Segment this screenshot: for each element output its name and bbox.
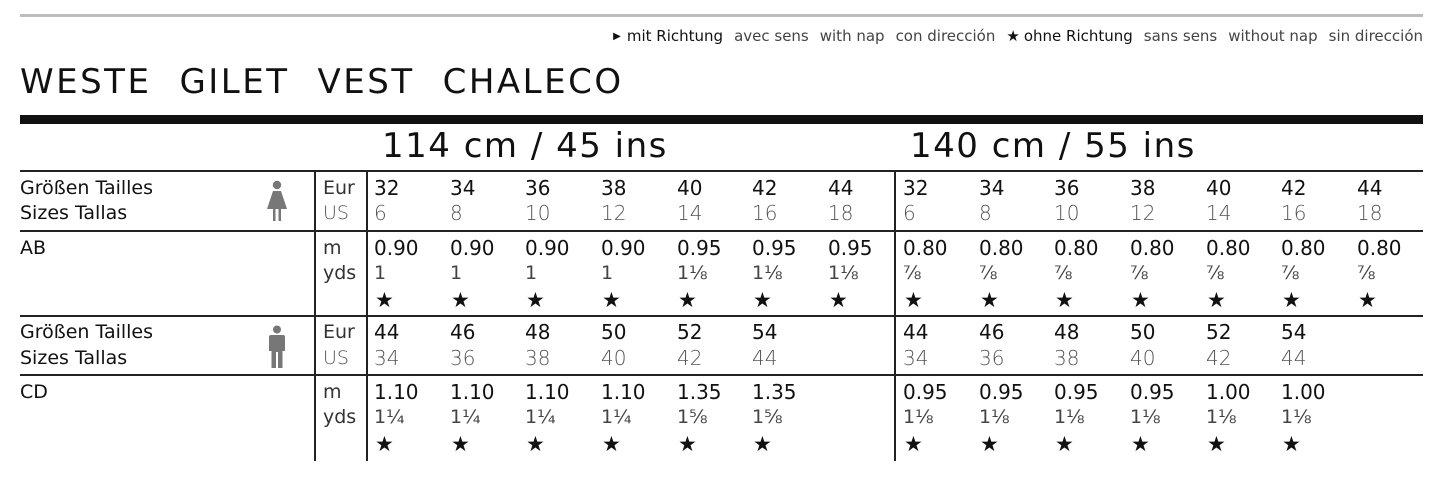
- without-nap-star-icon: ★: [678, 432, 697, 456]
- without-nap-star-icon: ★: [1055, 432, 1074, 456]
- table-rule: [20, 315, 1423, 317]
- yards-cell: 1¼: [525, 406, 556, 428]
- yards-cell: ⅞: [1281, 262, 1300, 284]
- meters-cell: 0.95: [752, 236, 797, 260]
- column-divider: [366, 170, 368, 461]
- yards-cell: ⅞: [1054, 262, 1073, 284]
- meters-cell: 0.95: [903, 380, 948, 404]
- meters-cell: 1.10: [374, 380, 419, 404]
- us-size-cell: 12: [1130, 201, 1156, 225]
- meters-cell: 0.95: [677, 236, 722, 260]
- eur-size-cell: 38: [1130, 176, 1156, 200]
- legend-without-nap-de: ohne Richtung: [1023, 27, 1133, 45]
- title-en: VEST: [317, 62, 415, 102]
- us-size-cell: 40: [601, 346, 627, 370]
- without-nap-star-icon: ★: [1207, 432, 1226, 456]
- column-divider: [894, 170, 896, 461]
- meters-cell: 0.95: [979, 380, 1024, 404]
- eur-size-cell: 48: [525, 320, 551, 344]
- us-size-cell: 36: [979, 346, 1005, 370]
- yards-cell: 1⅝: [752, 406, 783, 428]
- eur-size-cell: 36: [525, 176, 551, 200]
- us-size-cell: 6: [903, 201, 916, 225]
- view-label: CD: [20, 381, 48, 403]
- fabric-width-114: 114 cm / 45 ins: [382, 126, 668, 166]
- man-figure-icon: [267, 325, 287, 369]
- without-nap-star-icon: ★: [602, 432, 621, 456]
- meters-cell: 1.35: [677, 380, 722, 404]
- meters-unit-label: m: [323, 381, 342, 403]
- without-nap-star-icon: ★: [526, 288, 545, 312]
- without-nap-star-icon: ★: [753, 432, 772, 456]
- meters-cell: 0.80: [1054, 236, 1099, 260]
- legend-with-nap-fr: avec sens: [734, 27, 809, 45]
- legend-with-nap-en: with nap: [819, 27, 885, 45]
- yards-cell: 1: [374, 262, 387, 284]
- us-size-cell: 10: [525, 201, 551, 225]
- legend-without-nap-es: sin dirección: [1328, 27, 1423, 45]
- us-size-cell: 44: [752, 346, 778, 370]
- us-size-cell: 18: [1357, 201, 1383, 225]
- eur-size-cell: 40: [677, 176, 703, 200]
- page-title: [20, 62, 652, 102]
- us-size-cell: 42: [677, 346, 703, 370]
- yards-cell: 1⅛: [828, 262, 859, 284]
- woman-figure-icon: [266, 180, 288, 222]
- us-size-cell: 12: [601, 201, 627, 225]
- eur-size-cell: 46: [979, 320, 1005, 344]
- title-fr: GILET: [179, 62, 290, 102]
- without-nap-star-icon: ★: [375, 432, 394, 456]
- fabric-width-140: 140 cm / 55 ins: [910, 126, 1196, 166]
- us-size-cell: 38: [525, 346, 551, 370]
- eur-size-cell: 38: [601, 176, 627, 200]
- us-size-cell: 14: [677, 201, 703, 225]
- without-nap-star-icon: ★: [678, 288, 697, 312]
- us-unit-label: US: [323, 202, 349, 224]
- yards-cell: ⅞: [979, 262, 998, 284]
- us-unit-label: US: [323, 347, 349, 369]
- yards-cell: 1⅛: [752, 262, 783, 284]
- yards-cell: 1¼: [450, 406, 481, 428]
- nap-legend: [613, 25, 1423, 47]
- meters-cell: 1.35: [752, 380, 797, 404]
- meters-cell: 0.95: [1130, 380, 1175, 404]
- us-size-cell: 44: [1281, 346, 1307, 370]
- meters-cell: 0.90: [374, 236, 419, 260]
- meters-cell: 1.10: [450, 380, 495, 404]
- eur-unit-label: Eur: [323, 177, 355, 199]
- eur-size-cell: 32: [903, 176, 929, 200]
- yards-cell: 1⅛: [1130, 406, 1161, 428]
- us-size-cell: 36: [450, 346, 476, 370]
- eur-size-cell: 42: [1281, 176, 1307, 200]
- meters-cell: 0.95: [828, 236, 873, 260]
- yards-cell: 1: [450, 262, 463, 284]
- without-nap-star-icon: ★: [829, 288, 848, 312]
- without-nap-star-icon: ★: [1282, 432, 1301, 456]
- table-rule: [20, 230, 1423, 232]
- yards-cell: 1⅝: [677, 406, 708, 428]
- without-nap-star-icon: ★: [451, 288, 470, 312]
- without-nap-star-icon: ★: [451, 432, 470, 456]
- without-nap-star-icon: ★: [602, 288, 621, 312]
- us-size-cell: 16: [752, 201, 778, 225]
- meters-cell: 0.90: [450, 236, 495, 260]
- eur-size-cell: 32: [374, 176, 400, 200]
- meters-cell: 1.00: [1281, 380, 1326, 404]
- yards-cell: 1⅛: [677, 262, 708, 284]
- eur-size-cell: 44: [903, 320, 929, 344]
- eur-size-cell: 50: [1130, 320, 1156, 344]
- eur-size-cell: 42: [752, 176, 778, 200]
- without-nap-star-icon: ★: [1055, 288, 1074, 312]
- with-nap-triangle-icon: ▶: [613, 30, 621, 42]
- without-nap-star-icon: ★: [1358, 288, 1377, 312]
- without-nap-star-icon: ★: [1131, 288, 1150, 312]
- eur-size-cell: 50: [601, 320, 627, 344]
- sizes-label-line2: Sizes Tallas: [20, 347, 128, 369]
- eur-size-cell: 40: [1206, 176, 1232, 200]
- yards-cell: 1¼: [374, 406, 405, 428]
- yards-cell: ⅞: [903, 262, 922, 284]
- eur-size-cell: 52: [1206, 320, 1232, 344]
- meters-cell: 0.95: [1054, 380, 1099, 404]
- without-nap-star-icon: ★: [980, 432, 999, 456]
- meters-cell: 0.80: [1130, 236, 1175, 260]
- meters-cell: 0.80: [1281, 236, 1326, 260]
- us-size-cell: 14: [1206, 201, 1232, 225]
- eur-size-cell: 44: [828, 176, 854, 200]
- us-size-cell: 6: [374, 201, 387, 225]
- legend-without-nap-en: without nap: [1228, 27, 1318, 45]
- yards-cell: ⅞: [1357, 262, 1376, 284]
- yards-cell: ⅞: [1130, 262, 1149, 284]
- without-nap-star-icon: ★: [1207, 288, 1226, 312]
- without-nap-star-icon: ★: [980, 288, 999, 312]
- us-size-cell: 16: [1281, 201, 1307, 225]
- us-size-cell: 40: [1130, 346, 1156, 370]
- eur-size-cell: 46: [450, 320, 476, 344]
- meters-cell: 1.10: [601, 380, 646, 404]
- meters-cell: 0.80: [1357, 236, 1402, 260]
- us-size-cell: 38: [1054, 346, 1080, 370]
- meters-cell: 0.80: [979, 236, 1024, 260]
- meters-cell: 0.90: [525, 236, 570, 260]
- eur-size-cell: 34: [450, 176, 476, 200]
- legend-with-nap-es: con dirección: [895, 27, 996, 45]
- yards-cell: 1⅛: [1206, 406, 1237, 428]
- meters-cell: 0.80: [1206, 236, 1251, 260]
- eur-size-cell: 36: [1054, 176, 1080, 200]
- title-rule: [20, 115, 1423, 124]
- us-size-cell: 42: [1206, 346, 1232, 370]
- eur-size-cell: 48: [1054, 320, 1080, 344]
- us-size-cell: 34: [374, 346, 400, 370]
- view-label: AB: [20, 237, 47, 259]
- eur-size-cell: 34: [979, 176, 1005, 200]
- us-size-cell: 8: [450, 201, 463, 225]
- us-size-cell: 18: [828, 201, 854, 225]
- yards-unit-label: yds: [323, 262, 357, 284]
- sizes-label-line2: Sizes Tallas: [20, 202, 128, 224]
- us-size-cell: 10: [1054, 201, 1080, 225]
- yards-cell: 1⅛: [1054, 406, 1085, 428]
- meters-unit-label: m: [323, 237, 342, 259]
- without-nap-star-icon: ★: [904, 432, 923, 456]
- us-size-cell: 8: [979, 201, 992, 225]
- yards-cell: 1¼: [601, 406, 632, 428]
- without-nap-star-icon: ★: [526, 432, 545, 456]
- without-nap-star-icon: ★: [753, 288, 772, 312]
- eur-size-cell: 52: [677, 320, 703, 344]
- title-de: WESTE: [20, 62, 152, 102]
- eur-size-cell: 44: [1357, 176, 1383, 200]
- yards-cell: 1⅛: [1281, 406, 1312, 428]
- without-nap-star-icon: ★: [375, 288, 394, 312]
- yards-cell: 1: [601, 262, 614, 284]
- yards-cell: 1⅛: [903, 406, 934, 428]
- table-rule: [20, 374, 1423, 376]
- meters-cell: 0.80: [903, 236, 948, 260]
- us-size-cell: 34: [903, 346, 929, 370]
- legend-without-nap-fr: sans sens: [1143, 27, 1218, 45]
- eur-unit-label: Eur: [323, 321, 355, 343]
- without-nap-star-icon: ★: [1131, 432, 1150, 456]
- without-nap-star-icon: ★: [1282, 288, 1301, 312]
- eur-size-cell: 54: [752, 320, 778, 344]
- yards-cell: ⅞: [1206, 262, 1225, 284]
- table-rule: [20, 170, 1423, 172]
- meters-cell: 1.10: [525, 380, 570, 404]
- meters-cell: 0.90: [601, 236, 646, 260]
- yards-cell: 1: [525, 262, 538, 284]
- eur-size-cell: 54: [1281, 320, 1307, 344]
- column-divider: [314, 170, 316, 461]
- yards-unit-label: yds: [323, 406, 357, 428]
- without-nap-star-icon: ★: [904, 288, 923, 312]
- legend-with-nap-de: mit Richtung: [626, 27, 724, 45]
- without-nap-star-icon: ★: [1006, 27, 1020, 45]
- top-rule: [20, 14, 1423, 17]
- yards-cell: 1⅛: [979, 406, 1010, 428]
- title-es: CHALECO: [442, 62, 624, 102]
- eur-size-cell: 44: [374, 320, 400, 344]
- meters-cell: 1.00: [1206, 380, 1251, 404]
- sizes-label-line1: Größen Tailles: [20, 177, 154, 199]
- sizes-label-line1: Größen Tailles: [20, 321, 154, 343]
